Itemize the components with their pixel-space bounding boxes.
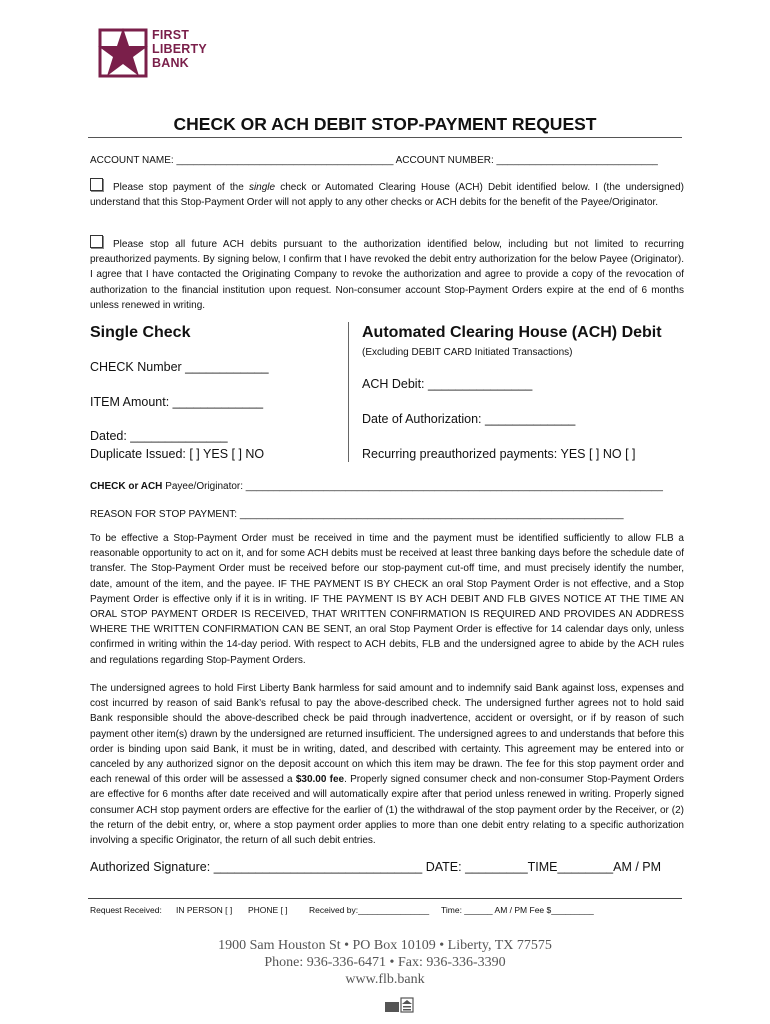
footer-address: 1900 Sam Houston St • PO Box 10109 • Liberty, TX 77575 — [218, 938, 552, 953]
check-number-field[interactable]: CHECK Number ____________ — [90, 360, 269, 374]
signature-line[interactable]: Authorized Signature: ______________________________ DATE: _________TIME________AM / PM — [90, 860, 662, 874]
ach-subheading: (Excluding DEBIT CARD Initiated Transactions) — [362, 347, 573, 358]
option1-emphasis: single — [248, 182, 276, 193]
future-ach-stop-checkbox[interactable] — [90, 235, 103, 248]
office-use-row — [88, 898, 682, 921]
duplicate-issued-field[interactable]: Duplicate Issued: [ ] YES [ ] NO — [90, 447, 265, 461]
ach-debit-field[interactable]: ACH Debit: _______________ — [362, 377, 533, 391]
logo-line2: LIBERTY — [152, 42, 207, 56]
terms-paragraph-2 — [90, 681, 684, 848]
account-line: ACCOUNT NAME: _______________________________________ ACCOUNT NUMBER: _____________________________ — [90, 155, 658, 166]
option-future — [90, 235, 684, 313]
date-of-authorization-field[interactable]: Date of Authorization: _____________ — [362, 412, 576, 426]
footer-website: www.flb.bank — [345, 972, 425, 987]
single-check-heading: Single Check — [90, 324, 191, 341]
logo-line3: BANK — [152, 56, 189, 70]
payee-originator-field[interactable] — [90, 479, 690, 495]
phone-option[interactable]: PHONE [ ] — [248, 905, 288, 915]
item-amount-field[interactable]: ITEM Amount: _____________ — [90, 395, 264, 409]
star-logo-icon — [96, 26, 150, 80]
option2-text: Please stop all future ACH debits pursuant to the authorization identified below, including but not limited to recurring preauthorized payments. By signing below, I confirm that I have revoked the debit entry authorization for the below Payee (Originator). I agree that I have contacted the Originating Company to revoke the authorization and agree to provide a copy of the revocation of authorization to the financial institution upon request. Non-consumer account Stop-Payment Orders expire at the end of 6 months unless renewed in writing. — [90, 239, 684, 311]
terms-paragraph-1: To be effective a Stop-Payment Order must be received in time and the payment must be identified sufficiently to allow FLB a reasonable opportunity to act on it, and for some ACH debits must be received at least three banking days before the schedule date of transfer. The Stop-Payment Order must be received before our stop-payment cut-off time, and must precisely identify the number, date, amount of the item, and the payee. IF THE PAYMENT IS BY CHECK an oral Stop Payment Order is not effective, and a Stop Payment Order is effective only if it is in writing. IF THE PAYMENT IS BY ACH DEBIT AND FLB GIVES NOTICE AT THE TIME AN ORAL STOP PAYMENT ORDER IS RECEIVED, THAT WRITTEN CONFIRMATION IS REQUIRED AND PROVIDES AN ADDRESS WHERE THE WRITTEN CONFIRMATION CAN BE SENT, an oral Stop Payment Order is effective for 14 calendar days only, unless confirmed in writing within the 14-day period. With respect to ACH debits, FLB and the undersigned agree to abide by the ACH rules and regulations regarding Stop-Payment Orders. — [90, 533, 684, 666]
payee-label-rest: Payee/Originator: ___________________________________________________________________________ — [162, 481, 663, 492]
option1-text-b: check or Automated Clearing House (ACH) Debit identified below. I (the undersigned) understand that this Stop-Payment Order will not apply to any other checks or ACH debits for the benefit of the Payee/Originator. — [90, 182, 684, 209]
footer-phones: Phone: 936-336-6471 • Fax: 936-336-3390 — [264, 955, 506, 970]
stop-payment-fee: $30.00 fee — [295, 774, 345, 786]
in-person-option[interactable]: IN PERSON [ ] — [176, 905, 233, 915]
title-divider — [88, 137, 682, 138]
single-stop-checkbox[interactable] — [90, 178, 103, 191]
time-fee-field[interactable]: Time: ______ AM / PM Fee $_________ — [441, 905, 594, 915]
option-single — [90, 178, 684, 210]
received-by-field[interactable]: Received by:_______________ — [309, 905, 430, 915]
payee-label-bold: CHECK or ACH — [90, 481, 163, 492]
ach-heading: Automated Clearing House (ACH) Debit — [362, 324, 662, 341]
fdic-equal-housing-icon — [384, 994, 414, 1016]
dated-field[interactable]: Dated: ______________ — [90, 429, 228, 443]
logo-line1: FIRST — [152, 28, 190, 42]
terms2-text-a: The undersigned agrees to hold First Liberty Bank harmless for said amount and to indemnify said Bank against loss, expenses and cost incurred by reason of said Bank’s refusal to pay the above-described check. The undersigned further agrees not to hold said Bank responsible should the above-described check be paid through inadvertence, accident or oversight, or if by reason of such payment other item(s) drawn by the undersigned are returned insufficient. The undersigned agrees to and understands that before this order is binding upon said Bank, it must be in writing, dated, and described with certainty. This agreement may be entered into or canceled by any authorized signor on the deposit account on which this item may be drawn. The fee for this stop payment order and each renewal of this order will be assessed a — [90, 683, 684, 786]
option1-text-a: Please stop payment of the — [113, 182, 249, 193]
reason-field[interactable]: REASON FOR STOP PAYMENT: _____________________________________________________________________ — [90, 509, 624, 520]
recurring-payments-field[interactable]: Recurring preauthorized payments: YES [ ] NO [ ] — [362, 447, 636, 461]
column-divider — [348, 322, 349, 462]
bank-logo — [96, 26, 216, 82]
terms2-text-b: . Properly signed consumer check and non-consumer Stop-Payment Orders are effective for 6 months after date received and will automatically expire after that period unless renewed in writing. Properly signed consumer ACH stop payment orders are effective for the earlier of (1) the withdrawal of the stop payment order by the Receiver, or (2) the return of the debit entry, or, where a stop payment order applies to more than one debit entry relating to a specific authorization involving a specific Originator, the return of all such debit entries. — [90, 774, 684, 847]
request-received-label: Request Received: — [90, 905, 162, 915]
form-title: CHECK OR ACH DEBIT STOP-PAYMENT REQUEST — [173, 114, 597, 134]
logo-text — [152, 28, 207, 70]
